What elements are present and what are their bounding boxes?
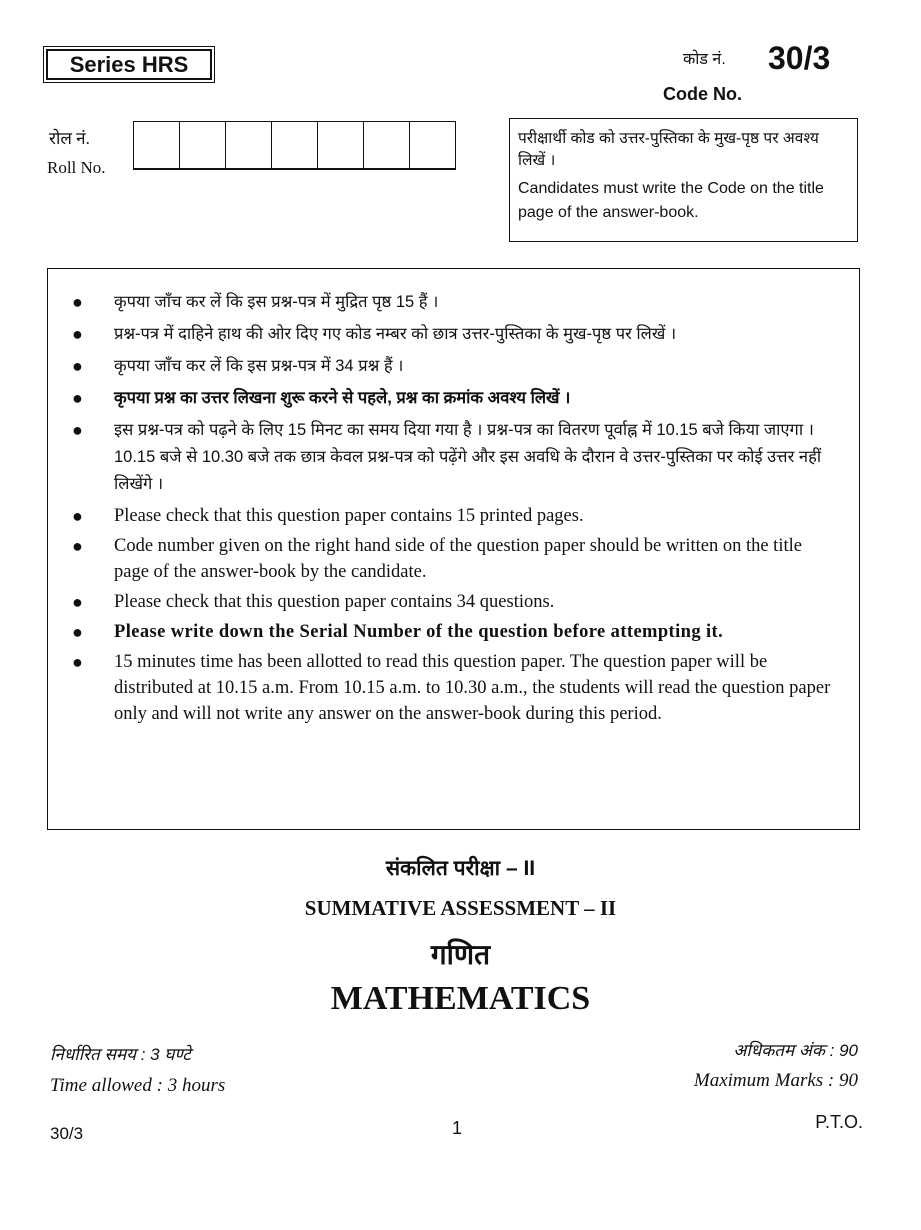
instruction-item bbox=[70, 321, 839, 348]
code-label-english: Code No. bbox=[663, 84, 742, 104]
instruction-text: Please check that this question paper contains 34 questions. bbox=[114, 592, 555, 612]
roll-number-boxes[interactable] bbox=[133, 121, 456, 169]
roll-box[interactable] bbox=[364, 122, 410, 168]
instruction-text: 15 minutes time has been allotted to read this question paper. The question paper will be distributed at 10.15 a.m. From 10.15 a.m. to 10.30 a.m., the students will read the question paper only and will not write any answer on the answer-book during this period. bbox=[114, 652, 831, 724]
time-allowed-english: Time allowed : 3 hours bbox=[50, 1075, 226, 1096]
instruction-item bbox=[70, 417, 839, 498]
exam-title-english: SUMMATIVE ASSESSMENT – II bbox=[304, 896, 617, 920]
subject-title-english: MATHEMATICS bbox=[330, 980, 591, 1017]
instruction-text: कृपया प्रश्न का उत्तर लिखना शुरू करने से पहले, प्रश्न का क्रमांक अवश्य लिखें । bbox=[114, 389, 571, 407]
roll-label-hindi: रोल नं. bbox=[49, 129, 90, 148]
roll-box[interactable] bbox=[318, 122, 364, 168]
instruction-text: इस प्रश्न-पत्र को पढ़ने के लिए 15 मिनट का समय दिया गया है । प्रश्न-पत्र का वितरण पूर्वाह्न में 10.15 बजे किया जाएगा । 10.15 बजे से 10.30 बजे तक छात्र केवल प्रश्न-पत्र को पढ़ेंगे और इस अवधि के दौरान वे उत्तर-पुस्तिका पर कोई उत्तर नहीं लिखेंगे । bbox=[114, 421, 822, 493]
series-label: Series HRS bbox=[46, 49, 212, 80]
code-label-hindi: कोड नं. bbox=[683, 51, 726, 68]
bullet-icon: ● bbox=[72, 324, 83, 344]
instruction-text: Please write down the Serial Number of the question before attempting it. bbox=[114, 622, 724, 642]
instruction-text: प्रश्न-पत्र में दाहिने हाथ की ओर दिए गए कोड नम्बर को छात्र उत्तर-पुस्तिका के मुख-पृष्ठ पर लिखें । bbox=[114, 325, 677, 343]
footer-code: 30/3 bbox=[50, 1124, 84, 1143]
roll-box[interactable] bbox=[226, 122, 272, 168]
code-note-english: Candidates must write the Code on the title page of the answer-book. bbox=[518, 180, 824, 221]
max-marks-english: Maximum Marks : 90 bbox=[693, 1070, 858, 1091]
roll-box[interactable] bbox=[180, 122, 226, 168]
instruction-item bbox=[70, 533, 839, 585]
bullet-icon: ● bbox=[72, 420, 83, 440]
instruction-item bbox=[70, 503, 839, 529]
exam-title-hindi: संकलित परीक्षा – II bbox=[385, 857, 536, 880]
pto-label: P.T.O. bbox=[815, 1112, 863, 1132]
code-note-hindi: परीक्षार्थी कोड को उत्तर-पुस्तिका के मुख-पृष्ठ पर अवश्य लिखें । bbox=[518, 130, 819, 169]
code-note-box bbox=[509, 118, 858, 242]
instruction-text: कृपया जाँच कर लें कि इस प्रश्न-पत्र में 34 प्रश्न हैं । bbox=[114, 357, 404, 375]
instruction-text: Code number given on the right hand side of the question paper should be written on the title page of the answer-book by the candidate. bbox=[114, 536, 802, 582]
roll-label-english: Roll No. bbox=[47, 158, 106, 177]
instruction-item bbox=[70, 619, 839, 645]
subject-title-hindi: गणित bbox=[430, 939, 491, 970]
instruction-item bbox=[70, 353, 839, 380]
bullet-icon: ● bbox=[72, 536, 83, 556]
bullet-icon: ● bbox=[72, 356, 83, 376]
page-number: 1 bbox=[452, 1118, 463, 1138]
roll-box[interactable] bbox=[410, 122, 456, 168]
instruction-item bbox=[70, 649, 839, 727]
roll-box[interactable] bbox=[134, 122, 180, 168]
bullet-icon: ● bbox=[72, 292, 83, 312]
instruction-item bbox=[70, 289, 839, 316]
instruction-text: कृपया जाँच कर लें कि इस प्रश्न-पत्र में मुद्रित पृष्ठ 15 हैं । bbox=[114, 293, 439, 311]
roll-box[interactable] bbox=[272, 122, 318, 168]
instruction-item bbox=[70, 589, 839, 615]
bullet-icon: ● bbox=[72, 622, 84, 642]
roll-underline bbox=[133, 169, 456, 170]
instruction-text: Please check that this question paper contains 15 printed pages. bbox=[114, 506, 584, 526]
time-allowed-hindi: निर्धारित समय : 3 घण्टे bbox=[50, 1045, 191, 1064]
instructions-box bbox=[47, 268, 860, 830]
max-marks-hindi: अधिकतम अंक : 90 bbox=[733, 1041, 858, 1060]
bullet-icon: ● bbox=[72, 652, 83, 672]
bullet-icon: ● bbox=[72, 388, 83, 408]
bullet-icon: ● bbox=[72, 592, 83, 612]
bullet-icon: ● bbox=[72, 506, 83, 526]
code-number: 30/3 bbox=[768, 40, 831, 76]
instruction-item bbox=[70, 385, 839, 412]
